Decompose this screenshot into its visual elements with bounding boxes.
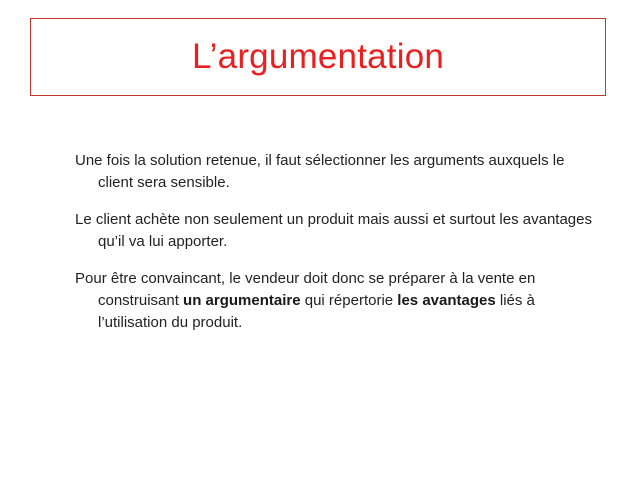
paragraph-2 bbox=[75, 209, 595, 253]
paragraph-3-text-c: liés à l’utilisation du produit. bbox=[98, 292, 535, 331]
paragraph-3-text-a: Pour être convaincant, le vendeur doit donc se préparer à la vente en construisant bbox=[75, 270, 536, 309]
emphasis-argumentaire: un argumentaire bbox=[183, 292, 301, 309]
paragraph-3-text-b: qui répertorie bbox=[300, 292, 398, 309]
paragraph-2-text: Le client achète non seulement un produit mais aussi et surtout les avantages qu’il va lui apporter. bbox=[75, 211, 592, 250]
slide-body bbox=[75, 150, 595, 349]
paragraph-1 bbox=[75, 150, 595, 194]
paragraph-3 bbox=[75, 268, 595, 334]
title-box bbox=[30, 18, 606, 96]
emphasis-avantages: les avantages bbox=[397, 292, 496, 309]
slide-title: L’argumentation bbox=[191, 37, 445, 76]
paragraph-1-text: Une fois la solution retenue, il faut sélectionner les arguments auxquels le client sera sensible. bbox=[75, 152, 565, 191]
